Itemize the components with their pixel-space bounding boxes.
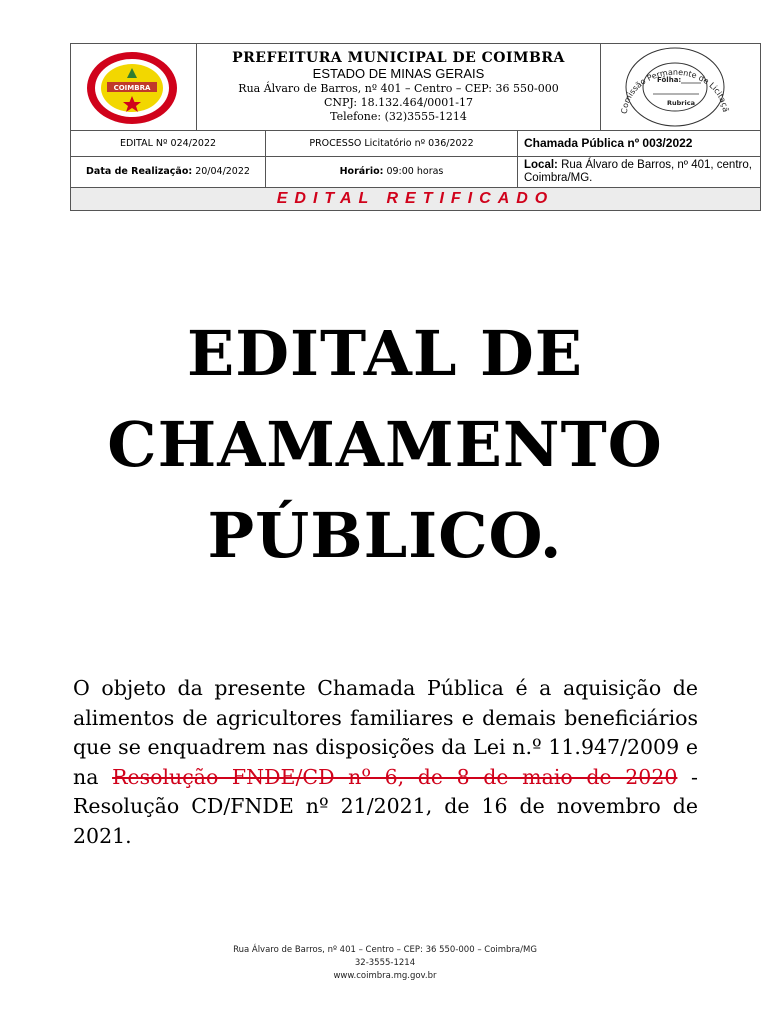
- stamp-folha: Fôlha:: [657, 76, 682, 84]
- processo-number: PROCESSO Licitatório nº 036/2022: [266, 131, 518, 157]
- horario: [266, 157, 518, 188]
- footer-website[interactable]: www.coimbra.mg.gov.br: [333, 971, 437, 981]
- edital-number: EDITAL Nº 024/2022: [71, 131, 266, 157]
- title-cell: [197, 44, 601, 131]
- chamada-number: Chamada Pública nº 003/2022: [518, 131, 760, 157]
- title-line-2: CHAMAMENTO: [107, 408, 663, 481]
- stamp-cell: [601, 44, 760, 131]
- data-value: 20/04/2022: [195, 166, 250, 177]
- commission-stamp: [601, 44, 760, 131]
- paragraph-intro: O objeto da presente Chamada Pública é a aquisição de alimentos de agricultores familiares e demais beneficiários que se enquadrem nas disposições da Lei n.º 11.947/2009 e na: [73, 676, 698, 789]
- document-title: [0, 308, 770, 581]
- local-label: Local:: [524, 159, 558, 171]
- logo-text: COIMBRA: [113, 84, 151, 92]
- page-footer: [0, 944, 770, 983]
- coimbra-coat-of-arms: [71, 44, 197, 131]
- edital-retificado-banner: EDITAL RETIFICADO: [71, 188, 760, 210]
- footer-phone: 32-3555-1214: [354, 958, 416, 968]
- header-table: [70, 43, 761, 211]
- struck-resolution: Resolução FNDE/CD nº 6, de 8 de maio de 2020: [112, 764, 678, 789]
- footer-address: Rua Álvaro de Barros, nº 401 – Centro – CEP: 36 550-000 – Coimbra/MG: [233, 945, 537, 955]
- paragraph-rest: - Resolução CD/FNDE nº 21/2021, de 16 de novembro de 2021.: [73, 764, 698, 848]
- horario-value: 09:00 horas: [386, 166, 444, 177]
- local: [518, 157, 760, 188]
- title-line-3: PÚBLICO.: [207, 499, 563, 572]
- data-realizacao: [71, 157, 266, 188]
- data-label: Data de Realização:: [86, 166, 193, 177]
- header-phone: Telefone: (32)3555-1214: [330, 110, 467, 123]
- horario-label: Horário:: [339, 166, 384, 177]
- stamp-rubrica: Rubrica: [667, 99, 695, 107]
- header-address: Rua Álvaro de Barros, nº 401 – Centro – CEP: 36 550-000: [238, 82, 559, 95]
- header-cnpj: CNPJ: 18.132.464/0001-17: [323, 96, 473, 109]
- state-name: ESTADO DE MINAS GERAIS: [312, 66, 485, 81]
- title-line-1: EDITAL DE: [186, 317, 584, 390]
- object-paragraph: [73, 674, 698, 851]
- local-value: Rua Álvaro de Barros, nº 401, centro, Coimbra/MG.: [524, 159, 752, 184]
- city-hall-name: PREFEITURA MUNICIPAL DE COIMBRA: [232, 50, 565, 66]
- logo-cell: [71, 44, 197, 131]
- stamp-ring-text: Comissão Permanente de Licitaçã: [619, 67, 730, 115]
